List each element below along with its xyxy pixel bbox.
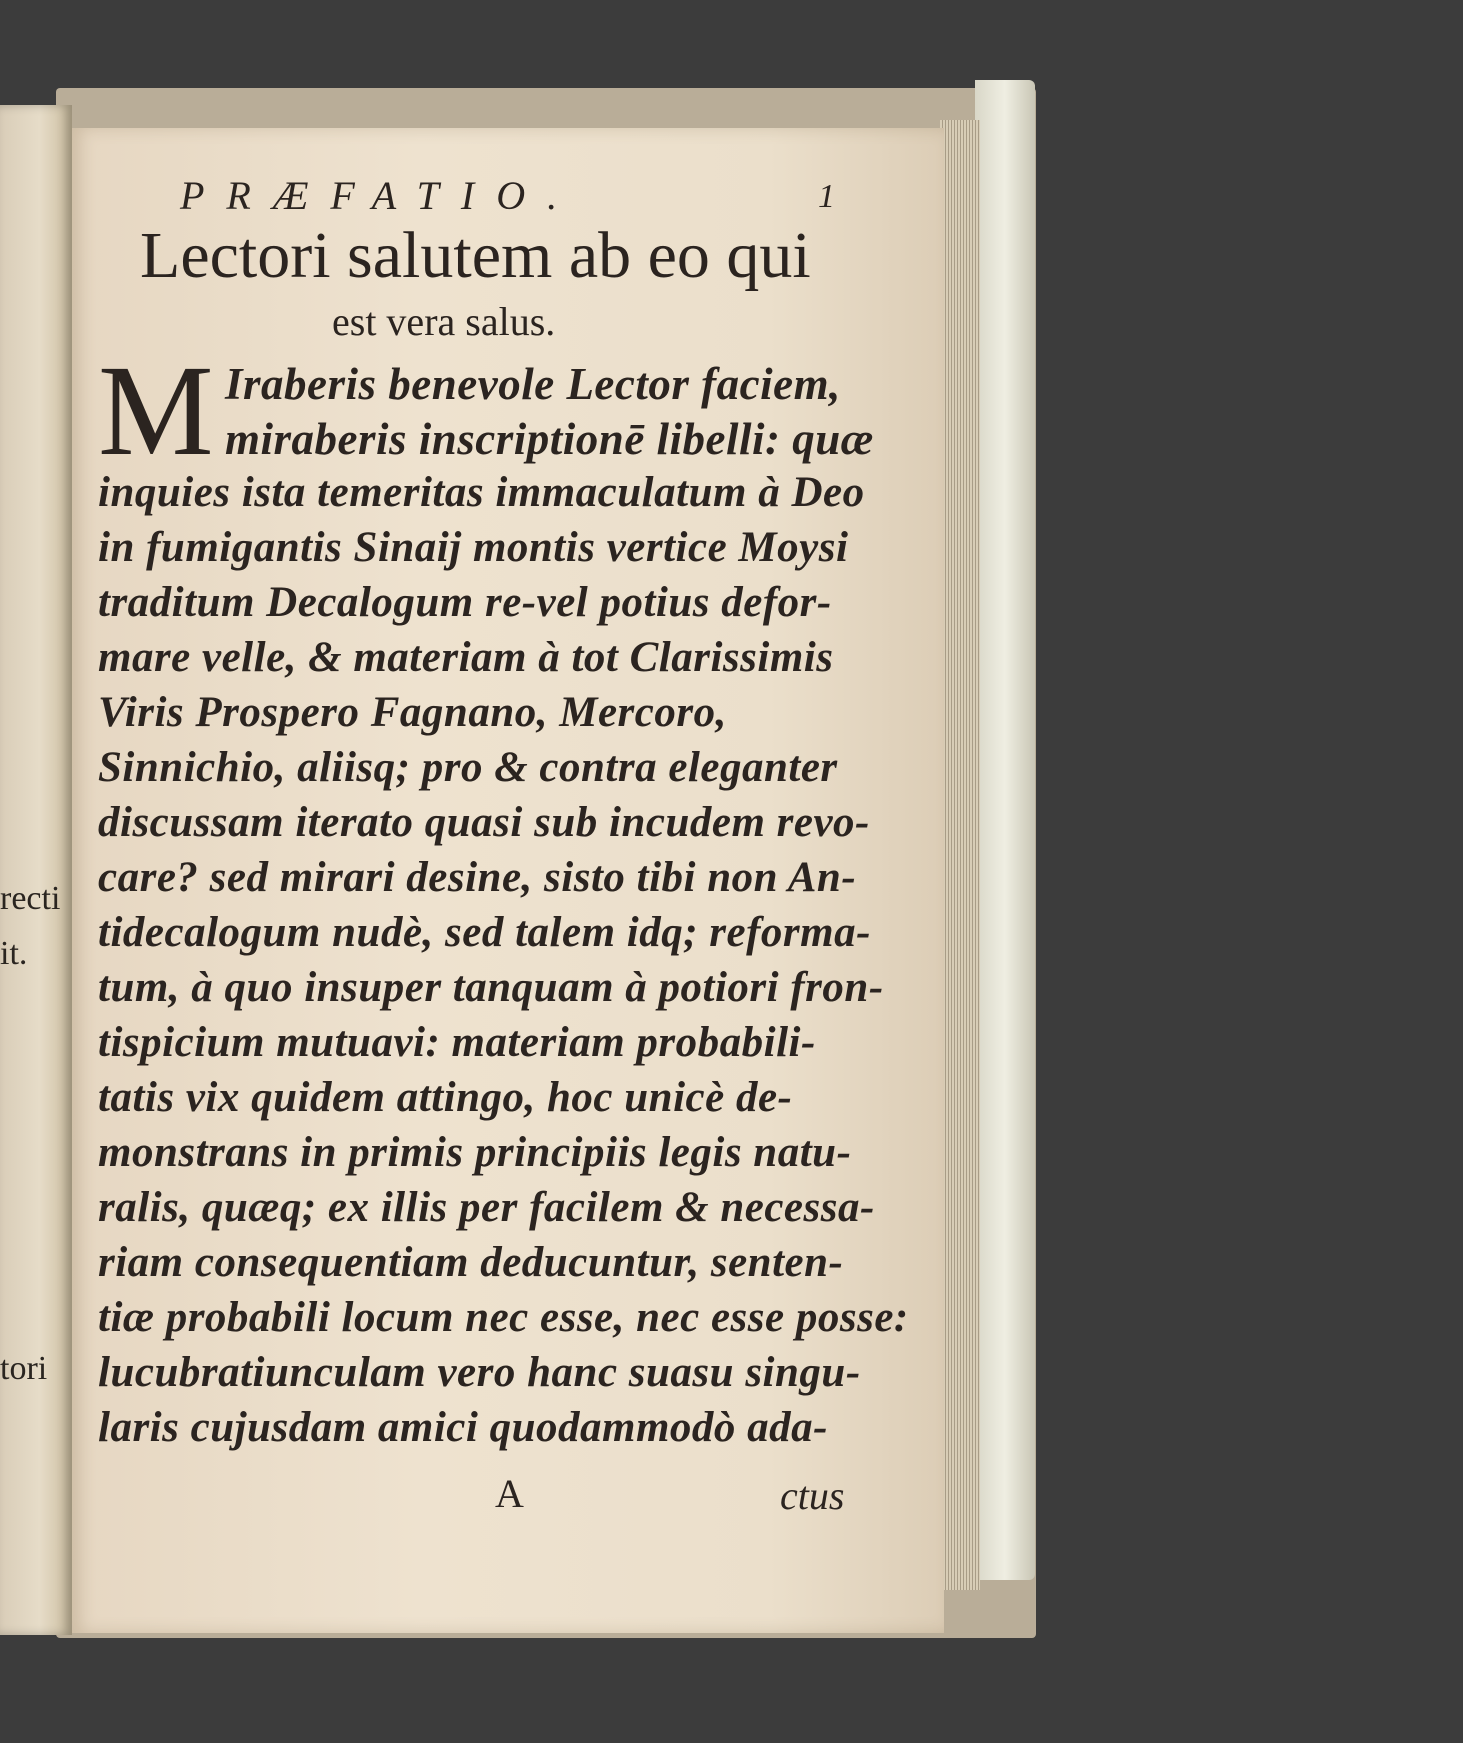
left-page-fragment: tori bbox=[0, 1350, 48, 1387]
text-line: riam consequentiam deducuntur, senten- bbox=[98, 1239, 844, 1286]
text-line: discussam iterato quasi sub incudem revo- bbox=[98, 799, 870, 846]
text-line: tiæ probabili locum nec esse, nec esse posse: bbox=[98, 1294, 909, 1341]
text-line: lucubratiunculam vero hanc suasu singu- bbox=[98, 1349, 861, 1396]
text-line: in fumigantis Sinaij montis vertice Moysi bbox=[98, 524, 849, 571]
text-line: monstrans in primis principiis legis natu- bbox=[98, 1129, 852, 1176]
text-line: Viris Prospero Fagnano, Mercoro, bbox=[98, 689, 727, 736]
text-line: miraberis inscriptionē libelli: quæ bbox=[225, 414, 874, 464]
text-line: Iraberis benevole Lector faciem, bbox=[225, 359, 841, 409]
text-line: Sinnichio, aliisq; pro & contra eleganter bbox=[98, 744, 838, 791]
drop-cap: M bbox=[98, 339, 214, 483]
text-line: tidecalogum nudè, sed talem idq; reforma- bbox=[98, 909, 871, 956]
page-block-edges bbox=[940, 120, 980, 1590]
text-line: tatis vix quidem attingo, hoc unicè de- bbox=[98, 1074, 793, 1121]
text-line: laris cujusdam amici quodammodò ada- bbox=[98, 1404, 828, 1451]
left-page bbox=[0, 105, 72, 1635]
heading-line-2: est vera salus. bbox=[332, 299, 556, 344]
page-number: 1 bbox=[818, 178, 835, 215]
left-page-fragment: recti bbox=[0, 880, 61, 917]
catchword: ctus bbox=[780, 1473, 845, 1518]
text-line: tum, à quo insuper tanquam à potiori fron- bbox=[98, 964, 884, 1011]
book-cover-right bbox=[975, 80, 1035, 1580]
left-page-fragment: it. bbox=[0, 935, 28, 972]
signature-mark: A bbox=[495, 1471, 524, 1516]
text-line: care? sed mirari desine, sisto tibi non An- bbox=[98, 854, 857, 901]
running-head: PRÆFATIO. bbox=[180, 173, 580, 218]
text-line: traditum Decalogum re-vel potius defor- bbox=[98, 579, 832, 626]
heading-line-1: Lectori salutem ab eo qui bbox=[140, 219, 811, 292]
text-line: ralis, quæq; ex illis per facilem & necessa- bbox=[98, 1184, 875, 1231]
text-line: tispicium mutuavi: materiam probabili- bbox=[98, 1019, 816, 1066]
text-line: mare velle, & materiam à tot Clarissimis bbox=[98, 634, 834, 681]
text-line: inquies ista temeritas immaculatum à Deo bbox=[98, 469, 865, 516]
